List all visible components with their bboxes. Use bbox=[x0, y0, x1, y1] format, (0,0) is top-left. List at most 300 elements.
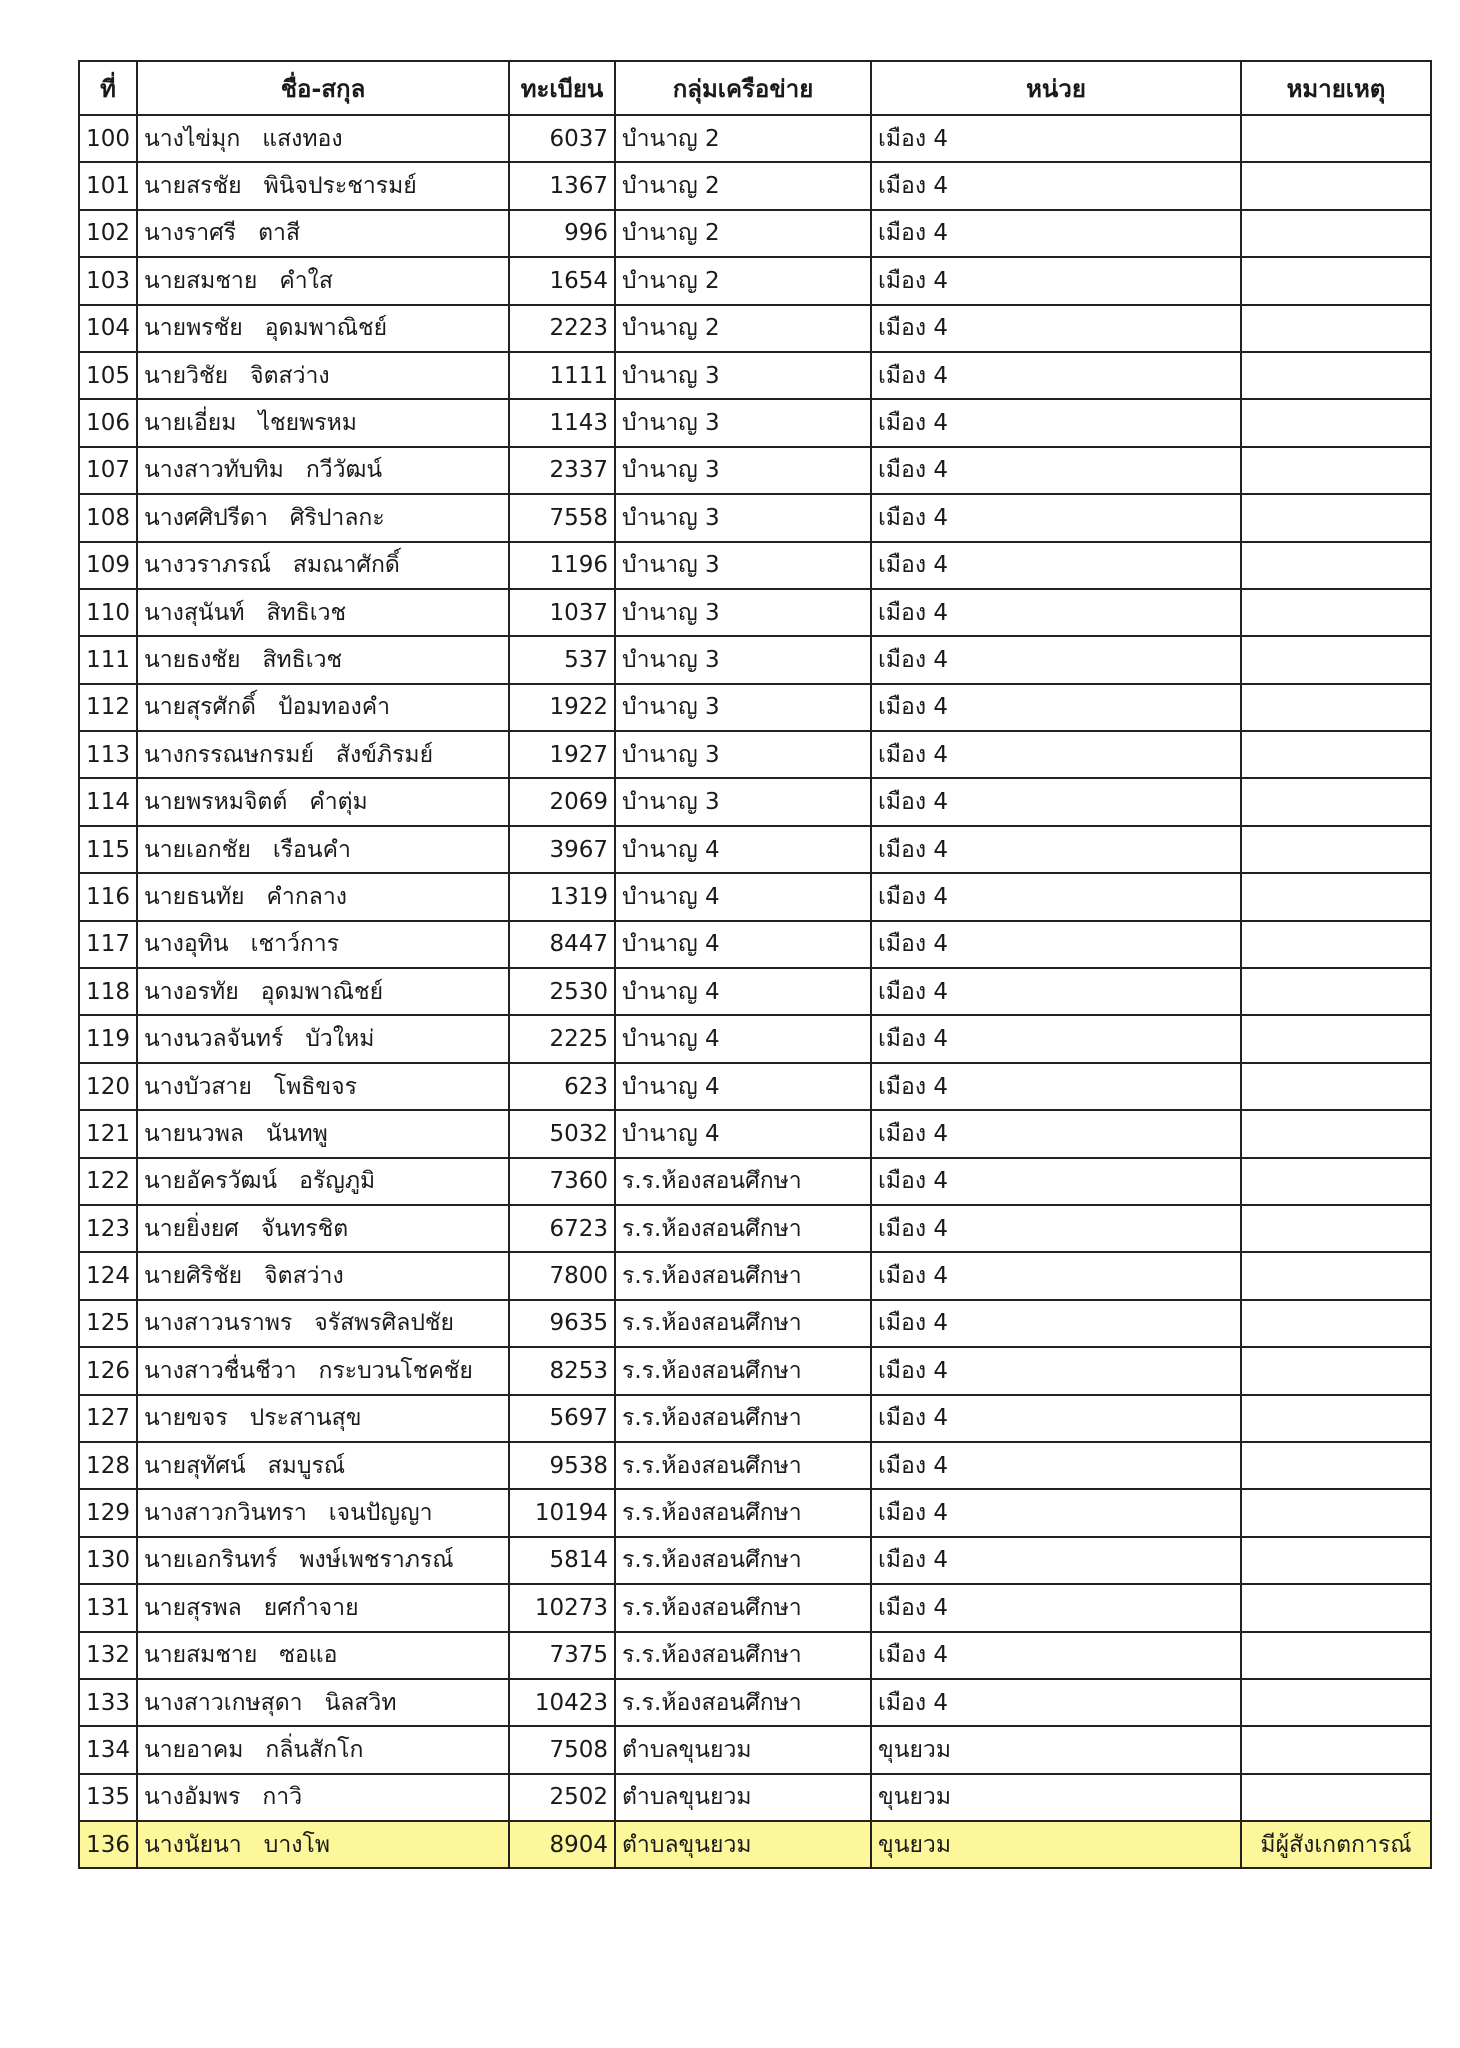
network-group: บำนาญ 4 bbox=[615, 968, 871, 1015]
registration-number: 7558 bbox=[509, 494, 615, 541]
roster-body bbox=[79, 115, 1431, 1868]
first-name: นายยิ่งยศ bbox=[144, 1215, 239, 1242]
first-name: นายเอี่ยม bbox=[144, 410, 237, 437]
registration-number: 8447 bbox=[509, 921, 615, 968]
unit: ขุนยวม bbox=[871, 1821, 1241, 1868]
note bbox=[1241, 305, 1431, 352]
registration-number: 1196 bbox=[509, 542, 615, 589]
full-name bbox=[137, 589, 509, 636]
full-name bbox=[137, 162, 509, 209]
first-name: นายสมชาย bbox=[144, 267, 258, 294]
registration-number: 537 bbox=[509, 636, 615, 683]
last-name: สิทธิเวช bbox=[262, 646, 343, 673]
last-name: กวีวัฒน์ bbox=[305, 457, 383, 484]
registration-number: 9635 bbox=[509, 1300, 615, 1347]
row-number: 123 bbox=[79, 1205, 137, 1252]
unit: เมือง 4 bbox=[871, 210, 1241, 257]
full-name bbox=[137, 305, 509, 352]
header-network-group: กลุ่มเครือข่าย bbox=[615, 61, 871, 115]
network-group: บำนาญ 2 bbox=[615, 257, 871, 304]
registration-number: 7508 bbox=[509, 1726, 615, 1773]
registration-number: 2225 bbox=[509, 1015, 615, 1062]
last-name: สิทธิเวช bbox=[266, 599, 347, 626]
note bbox=[1241, 210, 1431, 257]
row-number: 104 bbox=[79, 305, 137, 352]
table-row bbox=[79, 1679, 1431, 1726]
row-number: 103 bbox=[79, 257, 137, 304]
registration-number: 1367 bbox=[509, 162, 615, 209]
note bbox=[1241, 826, 1431, 873]
unit: เมือง 4 bbox=[871, 1158, 1241, 1205]
registration-number: 10194 bbox=[509, 1489, 615, 1536]
full-name bbox=[137, 1015, 509, 1062]
registration-number: 9538 bbox=[509, 1442, 615, 1489]
unit: เมือง 4 bbox=[871, 162, 1241, 209]
table-row bbox=[79, 1347, 1431, 1394]
row-number: 115 bbox=[79, 826, 137, 873]
registration-number: 7360 bbox=[509, 1158, 615, 1205]
full-name bbox=[137, 731, 509, 778]
unit: เมือง 4 bbox=[871, 731, 1241, 778]
header-no: ที่ bbox=[79, 61, 137, 115]
unit: ขุนยวม bbox=[871, 1726, 1241, 1773]
table-row bbox=[79, 1015, 1431, 1062]
table-row bbox=[79, 115, 1431, 162]
table-row bbox=[79, 1632, 1431, 1679]
row-number: 122 bbox=[79, 1158, 137, 1205]
last-name: กลิ่นสักโก bbox=[265, 1736, 364, 1763]
last-name: เจนปัญญา bbox=[328, 1500, 433, 1527]
note bbox=[1241, 968, 1431, 1015]
network-group: ร.ร.ห้องสอนศึกษา bbox=[615, 1537, 871, 1584]
row-number: 100 bbox=[79, 115, 137, 162]
registration-number: 1922 bbox=[509, 684, 615, 731]
unit: เมือง 4 bbox=[871, 1584, 1241, 1631]
last-name: อรัญภูมิ bbox=[299, 1168, 376, 1195]
roster-table bbox=[78, 60, 1432, 1869]
row-number: 121 bbox=[79, 1110, 137, 1157]
unit: เมือง 4 bbox=[871, 968, 1241, 1015]
note bbox=[1241, 257, 1431, 304]
table-row bbox=[79, 636, 1431, 683]
full-name bbox=[137, 1821, 509, 1868]
registration-number: 5697 bbox=[509, 1395, 615, 1442]
note bbox=[1241, 1537, 1431, 1584]
note bbox=[1241, 1584, 1431, 1631]
note bbox=[1241, 447, 1431, 494]
registration-number: 2223 bbox=[509, 305, 615, 352]
full-name bbox=[137, 921, 509, 968]
last-name: สังข์ภิรมย์ bbox=[335, 741, 434, 768]
network-group: ร.ร.ห้องสอนศึกษา bbox=[615, 1347, 871, 1394]
note bbox=[1241, 636, 1431, 683]
network-group: บำนาญ 4 bbox=[615, 1110, 871, 1157]
network-group: บำนาญ 4 bbox=[615, 1015, 871, 1062]
table-row bbox=[79, 1726, 1431, 1773]
unit: เมือง 4 bbox=[871, 1537, 1241, 1584]
unit: เมือง 4 bbox=[871, 305, 1241, 352]
last-name: นันทพู bbox=[266, 1120, 328, 1147]
row-number: 114 bbox=[79, 778, 137, 825]
note bbox=[1241, 1205, 1431, 1252]
note bbox=[1241, 1632, 1431, 1679]
unit: เมือง 4 bbox=[871, 826, 1241, 873]
row-number: 136 bbox=[79, 1821, 137, 1868]
registration-number: 6723 bbox=[509, 1205, 615, 1252]
unit: เมือง 4 bbox=[871, 542, 1241, 589]
first-name: นางศศิปรีดา bbox=[144, 504, 268, 531]
note bbox=[1241, 684, 1431, 731]
table-row bbox=[79, 731, 1431, 778]
network-group: ตำบลขุนยวม bbox=[615, 1774, 871, 1821]
unit: เมือง 4 bbox=[871, 447, 1241, 494]
network-group: บำนาญ 2 bbox=[615, 115, 871, 162]
network-group: ร.ร.ห้องสอนศึกษา bbox=[615, 1489, 871, 1536]
unit: เมือง 4 bbox=[871, 1442, 1241, 1489]
last-name: ยศกำจาย bbox=[263, 1594, 359, 1621]
last-name: เรือนคำ bbox=[272, 836, 351, 863]
first-name: นายพรชัย bbox=[144, 315, 243, 342]
registration-number: 1037 bbox=[509, 589, 615, 636]
full-name bbox=[137, 826, 509, 873]
row-number: 119 bbox=[79, 1015, 137, 1062]
note bbox=[1241, 1679, 1431, 1726]
table-row bbox=[79, 873, 1431, 920]
table-row bbox=[79, 778, 1431, 825]
row-number: 101 bbox=[79, 162, 137, 209]
network-group: บำนาญ 3 bbox=[615, 684, 871, 731]
unit: เมือง 4 bbox=[871, 494, 1241, 541]
unit: เมือง 4 bbox=[871, 589, 1241, 636]
first-name: นายนวพล bbox=[144, 1120, 245, 1147]
row-number: 132 bbox=[79, 1632, 137, 1679]
first-name: นายสุรศักดิ์ bbox=[144, 694, 256, 721]
last-name: คำตุ่ม bbox=[309, 789, 368, 816]
full-name bbox=[137, 636, 509, 683]
full-name bbox=[137, 1063, 509, 1110]
unit: เมือง 4 bbox=[871, 1063, 1241, 1110]
first-name: นายสมชาย bbox=[144, 1642, 258, 1669]
first-name: นายศิริชัย bbox=[144, 1263, 243, 1290]
first-name: นายพรหมจิตต์ bbox=[144, 789, 288, 816]
registration-number: 3967 bbox=[509, 826, 615, 873]
first-name: นางสาวชื่นชีวา bbox=[144, 1357, 297, 1384]
row-number: 107 bbox=[79, 447, 137, 494]
last-name: นิลสวิท bbox=[324, 1689, 397, 1716]
table-row bbox=[79, 1158, 1431, 1205]
network-group: บำนาญ 4 bbox=[615, 826, 871, 873]
table-row bbox=[79, 1205, 1431, 1252]
unit: ขุนยวม bbox=[871, 1774, 1241, 1821]
note bbox=[1241, 1347, 1431, 1394]
unit: เมือง 4 bbox=[871, 1632, 1241, 1679]
row-number: 110 bbox=[79, 589, 137, 636]
network-group: บำนาญ 3 bbox=[615, 542, 871, 589]
first-name: นางสุนันท์ bbox=[144, 599, 245, 626]
row-number: 113 bbox=[79, 731, 137, 778]
last-name: จันทรชิต bbox=[260, 1215, 349, 1242]
full-name bbox=[137, 352, 509, 399]
table-row bbox=[79, 162, 1431, 209]
full-name bbox=[137, 494, 509, 541]
note bbox=[1241, 399, 1431, 446]
network-group: บำนาญ 3 bbox=[615, 636, 871, 683]
roster-sheet bbox=[78, 60, 1430, 1869]
registration-number: 623 bbox=[509, 1063, 615, 1110]
note bbox=[1241, 1774, 1431, 1821]
unit: เมือง 4 bbox=[871, 684, 1241, 731]
network-group: บำนาญ 3 bbox=[615, 352, 871, 399]
full-name bbox=[137, 684, 509, 731]
unit: เมือง 4 bbox=[871, 1395, 1241, 1442]
row-number: 124 bbox=[79, 1252, 137, 1299]
unit: เมือง 4 bbox=[871, 1205, 1241, 1252]
first-name: นางสาวทับทิม bbox=[144, 457, 284, 484]
full-name bbox=[137, 210, 509, 257]
registration-number: 1319 bbox=[509, 873, 615, 920]
registration-number: 1111 bbox=[509, 352, 615, 399]
full-name bbox=[137, 1774, 509, 1821]
unit: เมือง 4 bbox=[871, 1347, 1241, 1394]
note bbox=[1241, 162, 1431, 209]
last-name: บางโพ bbox=[263, 1831, 330, 1858]
note bbox=[1241, 1158, 1431, 1205]
first-name: นางสาวกวินทรา bbox=[144, 1500, 307, 1527]
last-name: จรัสพรศิลปชัย bbox=[314, 1310, 455, 1337]
first-name: นางอุทิน bbox=[144, 931, 229, 958]
network-group: บำนาญ 4 bbox=[615, 873, 871, 920]
unit: เมือง 4 bbox=[871, 1489, 1241, 1536]
first-name: นางบัวสาย bbox=[144, 1073, 252, 1100]
note bbox=[1241, 1395, 1431, 1442]
full-name bbox=[137, 968, 509, 1015]
network-group: บำนาญ 3 bbox=[615, 731, 871, 778]
last-name: จิตสว่าง bbox=[250, 362, 330, 389]
network-group: บำนาญ 3 bbox=[615, 494, 871, 541]
registration-number: 8904 bbox=[509, 1821, 615, 1868]
unit: เมือง 4 bbox=[871, 352, 1241, 399]
unit: เมือง 4 bbox=[871, 1679, 1241, 1726]
row-number: 126 bbox=[79, 1347, 137, 1394]
registration-number: 5814 bbox=[509, 1537, 615, 1584]
registration-number: 1654 bbox=[509, 257, 615, 304]
network-group: บำนาญ 2 bbox=[615, 305, 871, 352]
table-row bbox=[79, 1395, 1431, 1442]
first-name: นายอาคม bbox=[144, 1736, 244, 1763]
table-row bbox=[79, 542, 1431, 589]
full-name bbox=[137, 447, 509, 494]
registration-number: 7800 bbox=[509, 1252, 615, 1299]
unit: เมือง 4 bbox=[871, 399, 1241, 446]
row-number: 133 bbox=[79, 1679, 137, 1726]
network-group: ตำบลขุนยวม bbox=[615, 1726, 871, 1773]
network-group: บำนาญ 3 bbox=[615, 589, 871, 636]
full-name bbox=[137, 542, 509, 589]
unit: เมือง 4 bbox=[871, 1110, 1241, 1157]
row-number: 117 bbox=[79, 921, 137, 968]
row-number: 118 bbox=[79, 968, 137, 1015]
row-number: 109 bbox=[79, 542, 137, 589]
table-row bbox=[79, 1774, 1431, 1821]
row-number: 125 bbox=[79, 1300, 137, 1347]
last-name: อุดมพาณิชย์ bbox=[264, 315, 388, 342]
unit: เมือง 4 bbox=[871, 873, 1241, 920]
network-group: ร.ร.ห้องสอนศึกษา bbox=[615, 1252, 871, 1299]
last-name: ไชยพรหม bbox=[258, 410, 357, 437]
header-registration: ทะเบียน bbox=[509, 61, 615, 115]
last-name: อุดมพาณิชย์ bbox=[260, 978, 384, 1005]
last-name: สมบูรณ์ bbox=[267, 1452, 346, 1479]
table-row bbox=[79, 1300, 1431, 1347]
row-number: 120 bbox=[79, 1063, 137, 1110]
full-name bbox=[137, 1584, 509, 1631]
registration-number: 6037 bbox=[509, 115, 615, 162]
note bbox=[1241, 778, 1431, 825]
first-name: นายขจร bbox=[144, 1405, 228, 1432]
row-number: 105 bbox=[79, 352, 137, 399]
full-name bbox=[137, 1110, 509, 1157]
table-row bbox=[79, 1442, 1431, 1489]
unit: เมือง 4 bbox=[871, 115, 1241, 162]
row-number: 108 bbox=[79, 494, 137, 541]
table-row bbox=[79, 210, 1431, 257]
first-name: นางนวลจันทร์ bbox=[144, 1026, 284, 1053]
table-row bbox=[79, 1821, 1431, 1868]
full-name bbox=[137, 399, 509, 446]
note bbox=[1241, 589, 1431, 636]
first-name: นางกรรณษกรมย์ bbox=[144, 741, 314, 768]
table-row bbox=[79, 826, 1431, 873]
note bbox=[1241, 921, 1431, 968]
last-name: ศิริปาลกะ bbox=[289, 504, 385, 531]
full-name bbox=[137, 1158, 509, 1205]
first-name: นายวิชัย bbox=[144, 362, 229, 389]
table-row bbox=[79, 257, 1431, 304]
first-name: นายธนทัย bbox=[144, 883, 245, 910]
first-name: นางสาวนราพร bbox=[144, 1310, 293, 1337]
row-number: 102 bbox=[79, 210, 137, 257]
network-group: บำนาญ 3 bbox=[615, 778, 871, 825]
last-name: เชาว์การ bbox=[250, 931, 340, 958]
note bbox=[1241, 873, 1431, 920]
registration-number: 5032 bbox=[509, 1110, 615, 1157]
header-name: ชื่อ-สกุล bbox=[137, 61, 509, 115]
note bbox=[1241, 1489, 1431, 1536]
note bbox=[1241, 1252, 1431, 1299]
first-name: นางอัมพร bbox=[144, 1784, 241, 1811]
network-group: ร.ร.ห้องสอนศึกษา bbox=[615, 1395, 871, 1442]
network-group: ตำบลขุนยวม bbox=[615, 1821, 871, 1868]
last-name: กาวิ bbox=[262, 1784, 303, 1811]
registration-number: 2502 bbox=[509, 1774, 615, 1821]
header-unit: หน่วย bbox=[871, 61, 1241, 115]
row-number: 128 bbox=[79, 1442, 137, 1489]
full-name bbox=[137, 873, 509, 920]
last-name: แสงทอง bbox=[262, 125, 343, 152]
row-number: 106 bbox=[79, 399, 137, 446]
last-name: กระบวนโชคชัย bbox=[318, 1357, 473, 1384]
full-name bbox=[137, 1726, 509, 1773]
registration-number: 2530 bbox=[509, 968, 615, 1015]
full-name bbox=[137, 778, 509, 825]
network-group: ร.ร.ห้องสอนศึกษา bbox=[615, 1205, 871, 1252]
row-number: 131 bbox=[79, 1584, 137, 1631]
unit: เมือง 4 bbox=[871, 636, 1241, 683]
full-name bbox=[137, 1632, 509, 1679]
network-group: บำนาญ 4 bbox=[615, 1063, 871, 1110]
registration-number: 8253 bbox=[509, 1347, 615, 1394]
first-name: นางไข่มุก bbox=[144, 125, 241, 152]
last-name: พงษ์เพชราภรณ์ bbox=[299, 1547, 454, 1574]
note bbox=[1241, 115, 1431, 162]
unit: เมือง 4 bbox=[871, 1015, 1241, 1062]
first-name: นายอัครวัฒน์ bbox=[144, 1168, 278, 1195]
table-row bbox=[79, 1110, 1431, 1157]
table-row bbox=[79, 305, 1431, 352]
first-name: นายเอกชัย bbox=[144, 836, 251, 863]
first-name: นายธงชัย bbox=[144, 646, 241, 673]
unit: เมือง 4 bbox=[871, 1300, 1241, 1347]
last-name: ซอแอ bbox=[279, 1642, 338, 1669]
last-name: โพธิขจร bbox=[273, 1073, 357, 1100]
row-number: 134 bbox=[79, 1726, 137, 1773]
registration-number: 2069 bbox=[509, 778, 615, 825]
table-row bbox=[79, 921, 1431, 968]
note bbox=[1241, 352, 1431, 399]
full-name bbox=[137, 1442, 509, 1489]
note bbox=[1241, 1110, 1431, 1157]
last-name: สมณาศักดิ์ bbox=[292, 552, 400, 579]
network-group: ร.ร.ห้องสอนศึกษา bbox=[615, 1584, 871, 1631]
table-header-row bbox=[79, 61, 1431, 115]
note bbox=[1241, 1015, 1431, 1062]
last-name: ประสานสุข bbox=[249, 1405, 362, 1432]
last-name: พินิจประชารมย์ bbox=[263, 173, 417, 200]
row-number: 129 bbox=[79, 1489, 137, 1536]
row-number: 116 bbox=[79, 873, 137, 920]
network-group: บำนาญ 4 bbox=[615, 921, 871, 968]
last-name: ตาสี bbox=[258, 220, 300, 247]
last-name: จิตสว่าง bbox=[264, 1263, 344, 1290]
table-row bbox=[79, 494, 1431, 541]
first-name: นายสุทัศน์ bbox=[144, 1452, 246, 1479]
registration-number: 1927 bbox=[509, 731, 615, 778]
unit: เมือง 4 bbox=[871, 921, 1241, 968]
table-row bbox=[79, 1537, 1431, 1584]
network-group: ร.ร.ห้องสอนศึกษา bbox=[615, 1442, 871, 1489]
first-name: นางราศรี bbox=[144, 220, 237, 247]
registration-number: 996 bbox=[509, 210, 615, 257]
table-row bbox=[79, 1584, 1431, 1631]
row-number: 130 bbox=[79, 1537, 137, 1584]
first-name: นางวราภรณ์ bbox=[144, 552, 271, 579]
note bbox=[1241, 1726, 1431, 1773]
first-name: นางอรทัย bbox=[144, 978, 239, 1005]
header-note: หมายเหตุ bbox=[1241, 61, 1431, 115]
full-name bbox=[137, 1300, 509, 1347]
full-name bbox=[137, 1252, 509, 1299]
table-row bbox=[79, 589, 1431, 636]
first-name: นางนัยนา bbox=[144, 1831, 242, 1858]
note bbox=[1241, 494, 1431, 541]
registration-number: 7375 bbox=[509, 1632, 615, 1679]
note bbox=[1241, 542, 1431, 589]
last-name: ป้อมทองคำ bbox=[277, 694, 391, 721]
row-number: 127 bbox=[79, 1395, 137, 1442]
note bbox=[1241, 731, 1431, 778]
network-group: บำนาญ 3 bbox=[615, 399, 871, 446]
table-row bbox=[79, 968, 1431, 1015]
